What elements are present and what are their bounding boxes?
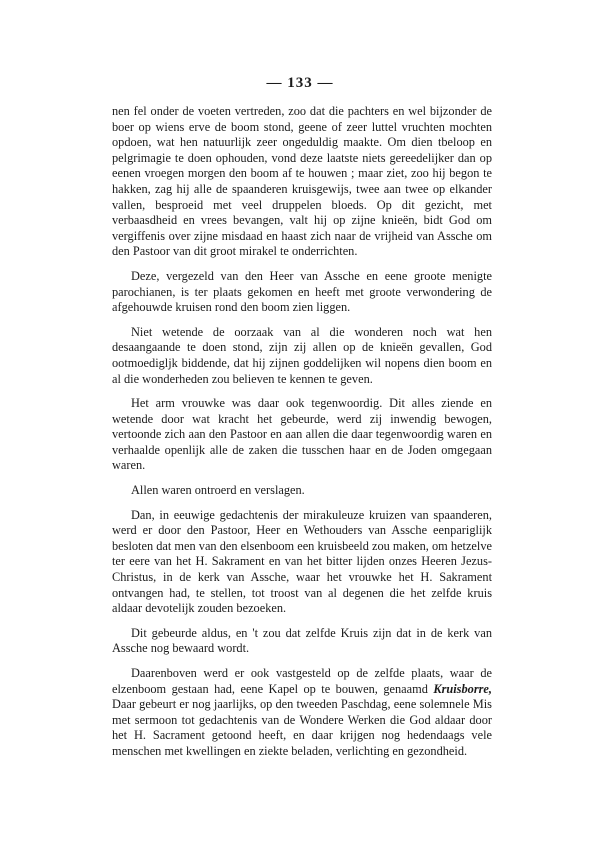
paragraph-8-end: Daar gebeurt er nog jaarlijks, op den tweeden Paschdag, eene solemnele Mis met sermoon tot gedachtenis van de Wondere Werken die God aldaar door het H. Sacrament getoond heeft, en daar krijgen nog hedendaags vele menschen met kwellingen en ziekte beladen, verlichting en gezondheid.: [112, 697, 492, 758]
body-text: [112, 104, 492, 760]
paragraph-2: Deze, vergezeld van den Heer van Assche en eene groote menigte parochianen, is ter plaats gekomen en heeft met groote verwondering de afgehouwde kruisen rond den boom zien liggen.: [112, 268, 492, 315]
paragraph-8: [112, 666, 492, 760]
paragraph-4: Het arm vrouwke was daar ook tegenwoordig. Dit alles ziende en wetende door wat kracht het gebeurde, werd zij inwendig bewogen, vertoonde zich aan den Pastoor en aan allen die daar tegenwoordig waren en verhaalde openlijk alle de zaken die tusschen haar en de Joden omgegaan waren.: [112, 396, 492, 473]
chapel-name: Kruisborre,: [433, 681, 492, 696]
paragraph-7: Dit gebeurde aldus, en 't zou dat zelfde Kruis zijn dat in de kerk van Assche nog bewaard wordt.: [112, 625, 492, 656]
paragraph-3: Niet wetende de oorzaak van al die wonderen noch wat hen desaangaande te doen stond, zijn zij allen op de knieën gevallen, God ootmoedigljk biddende, dat hij zijnen goddelijken wil nopens dien boom en al die wonderheden zou believen te kennen te geven.: [112, 324, 492, 386]
paragraph-5: Allen waren ontroerd en verslagen.: [131, 483, 305, 498]
paragraph-1: nen fel onder de voeten vertreden, zoo dat die pachters en wel bijzonder de boer op wiens erve de boom stond, geene of zeer luttel vruchten mochten opdoen, wat hen natuurlijk zeer ongeduldig maakte. Om dien tbeloop en pelgrimagie te doen ophouden, vond deze laatste niets gereedelijker dan op eenen vroegen morgen den boom af te houwen ; maar ziet, zoo hij begon te hakken, zag hij alle de spaanderen kruisgewijs, twee aan twee op elkander vallen, besproeid met veel druppelen bloeds. Op dit gezicht, met verbaasdheid en vrees bevangen, valt hij op zijne knieën, bidt God om vergiffenis over zijne misdaad en haast zich naar de vrijheid van Assche om den Pastoor van dit groot mirakel te onderrichten.: [112, 104, 492, 259]
paragraph-8-start: Daarenboven werd er ook vastgesteld op de zelfde plaats, waar de elzenboom gestaan had, eene Kapel op te bouwen, genaamd: [112, 666, 492, 696]
page-number: — 133 —: [266, 75, 334, 91]
paragraph-6: Dan, in eeuwige gedachtenis der mirakuleuze kruizen van spaanderen, werd er door den Pastoor, Heer en Wethouders van Assche eenpariglijk besloten dat men van den elsenboom een kruisbeeld zou maken, om hetzelve ter eere van het H. Sakrament en van het bitter lijden onzes Heeren Jezus-Christus, in de kerk van Assche, waar het vrouwke het H. Sakrament ontvangen had, te stellen, tot troost van al degenen die het zelfde kruis aldaar devotelijk zouden bezoeken.: [112, 507, 492, 616]
